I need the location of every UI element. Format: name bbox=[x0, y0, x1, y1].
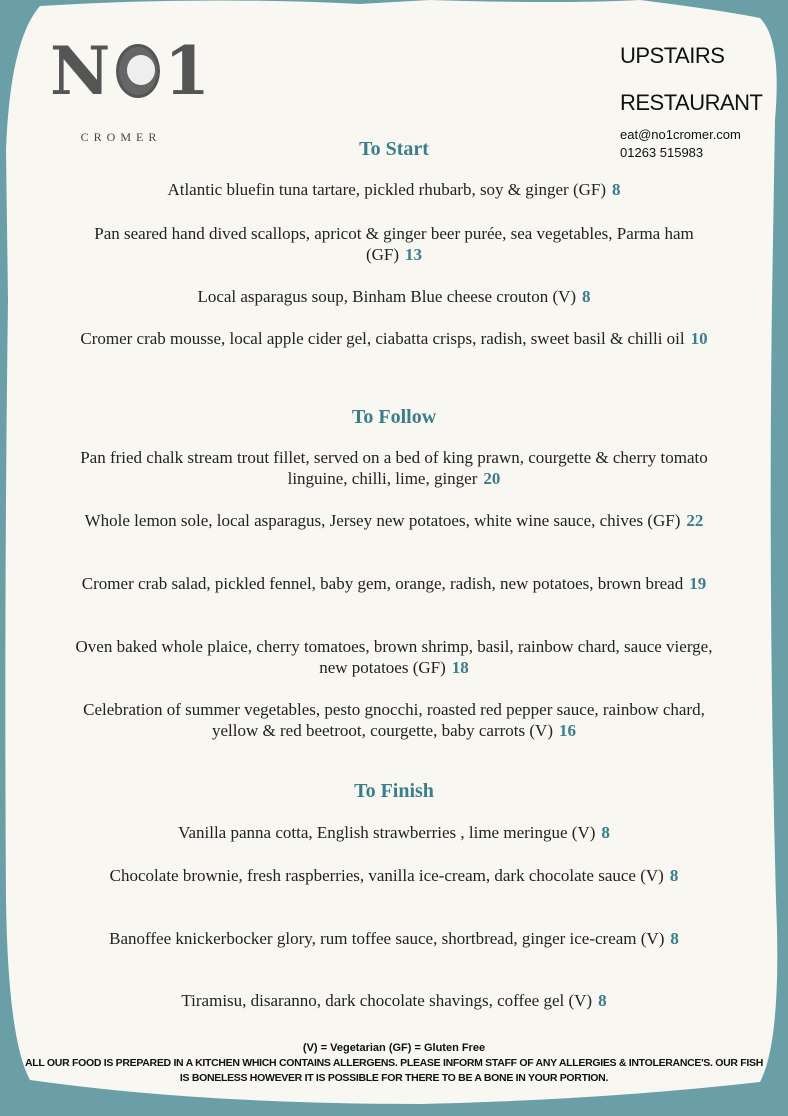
menu-item-price: 8 bbox=[598, 991, 607, 1010]
restaurant-name-line1: UPSTAIRS bbox=[620, 43, 725, 68]
menu-item bbox=[74, 223, 714, 265]
dietary-key: (V) = Vegetarian (GF) = Gluten Free bbox=[302, 1042, 486, 1054]
menu-item bbox=[74, 447, 714, 489]
logo-emblem-icon bbox=[116, 44, 160, 98]
menu-item bbox=[74, 510, 714, 531]
menu-item-price: 19 bbox=[689, 574, 707, 593]
menu-item-price: 22 bbox=[686, 511, 704, 530]
logo-subtitle: CROMER bbox=[80, 130, 162, 144]
menu-item-price: 13 bbox=[405, 245, 423, 264]
logo-digit-1: 1 bbox=[164, 32, 212, 110]
menu-item-price: 20 bbox=[483, 469, 501, 488]
menu-item-description: Cromer crab mousse, local apple cider gel, ciabatta crisps, radish, sweet basil & chilli oil bbox=[80, 329, 685, 348]
menu-item-price: 8 bbox=[670, 929, 679, 948]
phone-number: 01263 515983 bbox=[620, 145, 704, 160]
menu-item-price: 16 bbox=[558, 721, 576, 740]
logo bbox=[50, 32, 212, 145]
menu-item bbox=[74, 179, 714, 200]
menu-item bbox=[74, 928, 714, 949]
section-heading: To Follow bbox=[351, 406, 437, 428]
menu-item-price: 8 bbox=[612, 180, 621, 199]
menu-item-price: 10 bbox=[690, 329, 708, 348]
allergen-notice-line2: IS BONELESS HOWEVER IT IS POSSIBLE FOR THERE TO BE A BONE IN YOUR PORTION. bbox=[179, 1072, 609, 1084]
menu-item bbox=[74, 865, 714, 886]
restaurant-name-line2: RESTAURANT bbox=[620, 90, 763, 115]
menu-item bbox=[74, 636, 714, 678]
menu-item-description: Tiramisu, disaranno, dark chocolate shavings, coffee gel (V) bbox=[181, 991, 593, 1010]
menu-item-description: Whole lemon sole, local asparagus, Jersey new potatoes, white wine sauce, chives (GF) bbox=[84, 511, 681, 530]
logo-letter-n: N bbox=[50, 32, 113, 110]
allergen-notice-line1: ALL OUR FOOD IS PREPARED IN A KITCHEN WHICH CONTAINS ALLERGENS. PLEASE INFORM STAFF OF ANY ALLERGIES & INTOLERANCE'S. OUR FISH bbox=[24, 1057, 764, 1069]
menu-item bbox=[74, 286, 714, 307]
logo-mark bbox=[50, 32, 212, 110]
menu-item-description: Atlantic bluefin tuna tartare, pickled rhubarb, soy & ginger (GF) bbox=[167, 180, 607, 199]
menu-item-description: Banoffee knickerbocker glory, rum toffee sauce, shortbread, ginger ice-cream (V) bbox=[109, 929, 665, 948]
footer-notes bbox=[24, 1040, 764, 1086]
menu-item-description: Pan fried chalk stream trout fillet, served on a bed of king prawn, courgette & cherry tomato linguine, chilli, lime, ginger bbox=[80, 448, 708, 488]
menu-item-price: 18 bbox=[451, 658, 469, 677]
section-heading: To Finish bbox=[354, 780, 434, 802]
menu-item-description: Chocolate brownie, fresh raspberries, vanilla ice-cream, dark chocolate sauce (V) bbox=[109, 866, 664, 885]
menu-item-price: 8 bbox=[582, 287, 591, 306]
menu-item-description: Cromer crab salad, pickled fennel, baby gem, orange, radish, new potatoes, brown bread bbox=[81, 574, 684, 593]
section-heading: To Start bbox=[359, 138, 429, 160]
menu-item-description: Pan seared hand dived scallops, apricot & ginger beer purée, sea vegetables, Parma ham (GF) bbox=[94, 224, 694, 264]
menu-item-description: Celebration of summer vegetables, pesto gnocchi, roasted red pepper sauce, rainbow chard, yellow & red beetroot, courgette, baby carrots (V) bbox=[83, 700, 705, 740]
menu-item-price: 8 bbox=[669, 866, 679, 885]
menu-item bbox=[74, 573, 714, 594]
menu-item bbox=[74, 990, 714, 1011]
email-link[interactable]: eat@no1cromer.com bbox=[620, 127, 741, 142]
menu-item bbox=[74, 822, 714, 843]
menu-item-price: 8 bbox=[601, 823, 610, 842]
menu-item bbox=[74, 328, 714, 349]
menu-item-description: Local asparagus soup, Binham Blue cheese crouton (V) bbox=[197, 287, 577, 306]
menu-item-description: Vanilla panna cotta, English strawberries , lime meringue (V) bbox=[178, 823, 596, 842]
menu-item bbox=[74, 699, 714, 741]
menu-item-description: Oven baked whole plaice, cherry tomatoes, brown shrimp, basil, rainbow chard, sauce vierge, new potatoes (GF) bbox=[75, 637, 713, 677]
